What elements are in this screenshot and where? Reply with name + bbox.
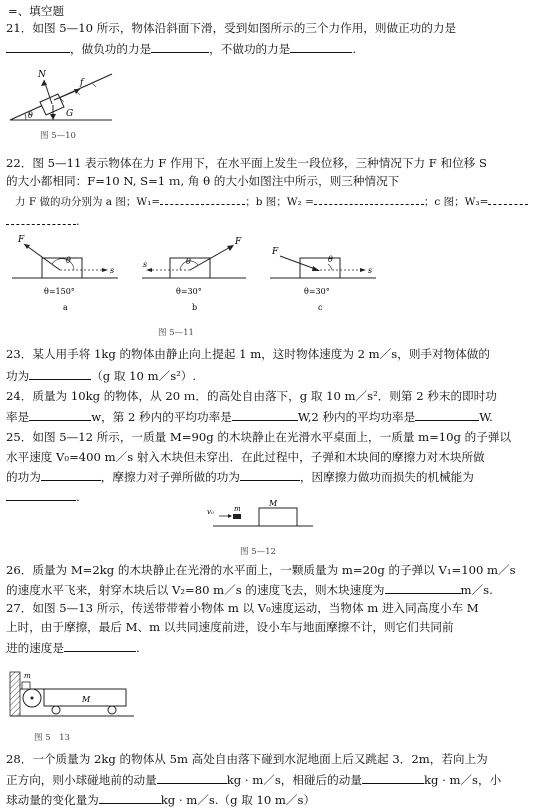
- q28-blank-momentum-before[interactable]: [157, 772, 227, 784]
- fig-5-13-caption: 图 5 13: [34, 733, 70, 743]
- fig-5-13-conveyor-cart: [8, 662, 138, 722]
- svg-text:θ: θ: [186, 257, 191, 266]
- q24-blank-instant-power[interactable]: [29, 409, 91, 421]
- q28-line3: 球动量的变化量为 kg · m／s.（g 取 10 m／s）: [6, 793, 316, 807]
- q22-line4: .: [6, 213, 80, 228]
- svg-text:F: F: [272, 247, 279, 257]
- bullet-m: [233, 514, 241, 519]
- cart-wheel-right: [108, 706, 116, 714]
- q23-line1: 23．某人用手将 1kg 的物体由静止向上提起 1 m，这时物体速度为 2 m／s，则手对物体做的: [6, 347, 490, 361]
- q27-line3: 进的速度是 .: [6, 641, 140, 655]
- label-N: N: [38, 70, 46, 80]
- q28-line2: 正方向，则小球碰地前的动量 kg · m／s，相碰后的动量 kg · m／s，小: [6, 773, 502, 787]
- q22-line3: 力 F 做的功分别为 a 图；W₁= ；b 图；W₂ = ；c 图；W₃=: [15, 193, 528, 209]
- q24-line2: 率是 w，第 2 秒内的平均功率是 W,2 秒内的平均功率是 W.: [6, 410, 493, 424]
- svg-text:θ: θ: [66, 256, 71, 265]
- svg-text:v₀: v₀: [207, 508, 214, 516]
- q24-line1: 24．质量为 10kg 的物体，从 20 ｍ．的高处自由落下，g 取 10 m／s²．则第 2 秒末的即时功: [6, 389, 497, 403]
- svg-text:θ: θ: [328, 255, 333, 264]
- panel-a-tag: a: [63, 303, 68, 312]
- cart-wheel-left: [52, 706, 60, 714]
- q26-blank-block-velocity[interactable]: [385, 582, 461, 594]
- incline-hatch: [28, 83, 96, 116]
- svg-text:s: s: [110, 266, 115, 275]
- q24-blank-avg-power-2nd[interactable]: [232, 409, 298, 421]
- q25-line1: 25．如图 5—12 所示，一质量 M=90g 的木块静止在光滑水平桌面上，一质量 m=10g 的子弹以: [6, 430, 512, 444]
- section-header: =、填空题: [8, 4, 65, 18]
- svg-text:M: M: [269, 500, 278, 508]
- q21-line2: ，做负功的力是 ，不做功的力是 .: [6, 41, 356, 56]
- svg-text:F: F: [235, 237, 242, 247]
- label-theta: θ: [28, 111, 33, 120]
- svg-text:s: s: [368, 266, 373, 275]
- fig-5-12-caption: 图 5—12: [240, 547, 276, 557]
- q25-line2: 水平速度 V₀=400 m／s 射入木块但未穿出．在此过程中，子弹和木块间的摩擦力对木块所做: [6, 450, 485, 464]
- panel-b-theta: θ=30°: [176, 287, 202, 296]
- q22-blank-b[interactable]: [314, 193, 424, 205]
- q23-blank-work[interactable]: [29, 368, 91, 380]
- block-M: [259, 508, 297, 526]
- panel-b: [142, 237, 246, 278]
- small-block-m: [22, 682, 30, 689]
- q27-blank-common-velocity[interactable]: [64, 640, 136, 652]
- fig-5-10-incline: [8, 58, 118, 122]
- panel-a-theta: θ=150°: [44, 287, 75, 296]
- q28-blank-momentum-change[interactable]: [99, 792, 161, 804]
- panel-c-tag: c: [318, 303, 323, 312]
- panel-b-tag: b: [192, 303, 198, 312]
- q27-line2: 上时，由于摩擦，最后 M、m 以共同速度前进，设小车与地面摩擦不计，则它们共同前: [6, 620, 454, 634]
- q23-line2: 功为 （g 取 10 m／s²）.: [6, 369, 197, 383]
- fig-5-12-bullet-block: [205, 500, 315, 540]
- q24-blank-avg-power-2s[interactable]: [415, 409, 479, 421]
- svg-text:m: m: [234, 505, 241, 513]
- q22-blank-c[interactable]: [488, 193, 528, 205]
- q21-blank-positive[interactable]: [6, 41, 70, 53]
- q22-blank-a[interactable]: [160, 193, 245, 205]
- q25-blank-work-on-block[interactable]: [41, 469, 101, 481]
- q22-line2: 的大小都相同：F=10 N, S=1 ｍ, 角 θ 的大小如图注中所示，则三种情况下: [6, 174, 400, 188]
- fig-5-11-caption: 图 5—11: [158, 328, 194, 338]
- q26-line1: 26．质量为 M=2kg 的木块静止在光滑的水平面上，一颗质量为 m=20g 的子弹以 V₁=100 m／s: [6, 563, 516, 577]
- fig-5-10-caption: 图 5—10: [40, 131, 76, 141]
- q21-blank-zero[interactable]: [290, 41, 352, 53]
- q22-blank-c-cont[interactable]: [6, 213, 76, 225]
- q25-line4: .: [6, 489, 80, 504]
- q22-line1: 22．图 5—11 表示物体在力 F 作用下，在水平面上发生一段位移，三种情况下力 F 和位移 S: [6, 156, 487, 170]
- q25-blank-energy-loss[interactable]: [6, 489, 76, 501]
- svg-text:M: M: [82, 695, 91, 704]
- panel-c: [270, 247, 376, 278]
- label-f: f: [80, 78, 84, 88]
- q21-blank-negative[interactable]: [151, 41, 209, 53]
- q25-line3: 的功为 ，摩擦力对子弹所做的功为 ，因摩擦力做功而损失的机械能为: [6, 470, 474, 484]
- q28-blank-momentum-after[interactable]: [362, 772, 424, 784]
- q28-line1: 28．一个质量为 2kg 的物体从 5m 高处自由落下碰到水泥地面上后又跳起 3．2m，若向上为: [6, 752, 488, 766]
- fig-5-11-panels: [10, 230, 390, 322]
- panel-a: [12, 235, 118, 278]
- svg-text:m: m: [24, 672, 31, 680]
- panel-c-theta: θ=30°: [304, 287, 330, 296]
- q25-blank-work-on-bullet[interactable]: [240, 469, 300, 481]
- conveyor-support: [10, 672, 20, 716]
- q26-line2: 的速度水平飞来，射穿木块后以 V₂=80 m／s 的速度飞去，则木块速度为 m／s.: [6, 583, 493, 597]
- svg-text:s: s: [143, 260, 148, 269]
- label-G: G: [66, 109, 74, 119]
- q27-line1: 27．如图 5—13 所示，传送带带着小物体 m 以 V₀速度运动，当物体 m 进入同高度小车 M: [6, 601, 479, 615]
- svg-text:F: F: [18, 235, 25, 245]
- q21-line1: 21．如图 5—10 所示，物体沿斜面下滑，受到如图所示的三个力作用，则做正功的力是: [6, 21, 457, 35]
